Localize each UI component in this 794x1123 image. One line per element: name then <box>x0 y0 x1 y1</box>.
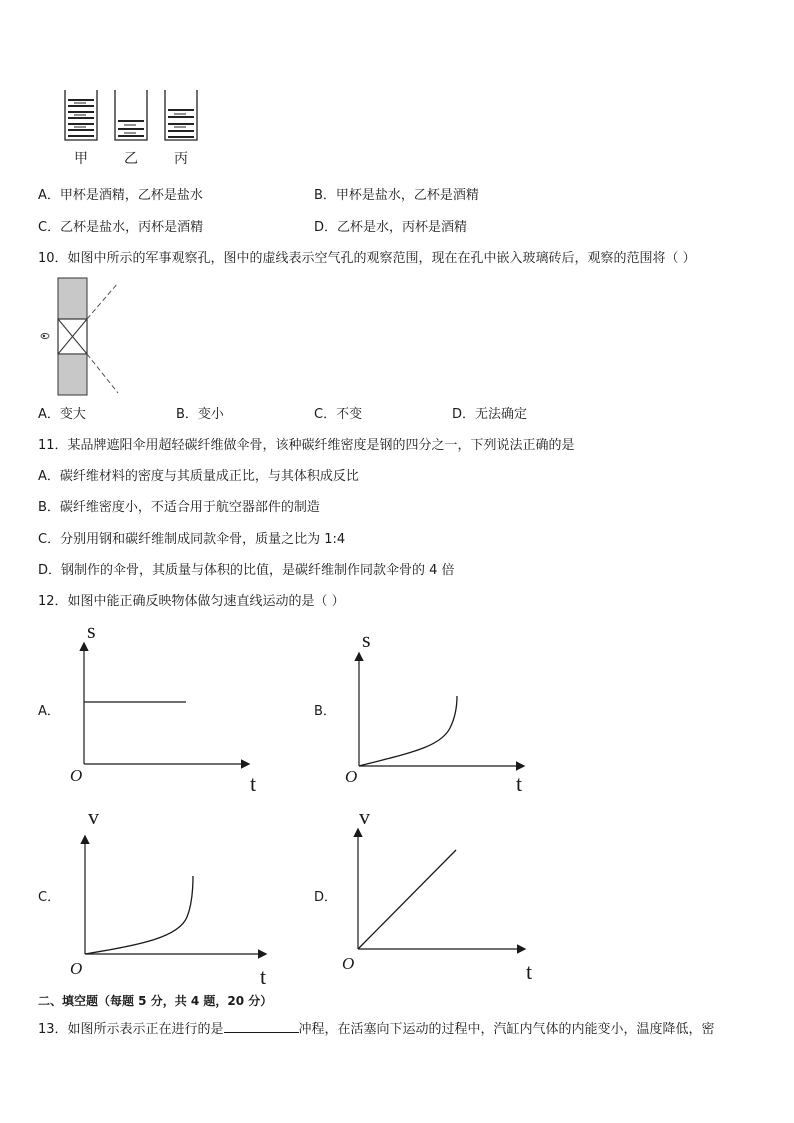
q10-option-d[interactable]: D．无法确定 <box>452 407 528 422</box>
q11-option-d[interactable]: D．钢制作的伞骨，其质量与体积的比值，是碳纤维制作同款伞骨的 4 倍 <box>38 563 455 578</box>
wall-lower <box>58 354 87 395</box>
view-range-dashed-lines <box>87 283 118 393</box>
q10-option-a[interactable]: A．变大 <box>38 407 86 422</box>
cup-label-yi: 乙 <box>124 151 138 167</box>
graph-c-x-label: t <box>260 964 267 989</box>
cup-label-bing: 丙 <box>174 151 188 167</box>
graph-c-curve <box>85 876 193 954</box>
eye-icon <box>41 334 49 339</box>
q13-stem-after: 冲程，在活塞向下运动的过程中，汽缸内气体的内能变小，温度降低，密 <box>298 1022 715 1037</box>
graph-c-origin: O <box>70 959 83 978</box>
graph-c-option-label[interactable]: C． <box>38 890 61 905</box>
graph-c <box>71 833 271 963</box>
graph-d-curve <box>358 850 456 949</box>
graph-b-origin: O <box>345 767 358 786</box>
graph-b-curve <box>359 696 457 766</box>
graph-c-y-label: v <box>88 804 99 829</box>
q10-option-c[interactable]: C．不变 <box>314 407 363 422</box>
graph-b <box>345 650 545 780</box>
cup-bing <box>165 90 197 140</box>
q9-option-c[interactable]: C．乙杯是盐水，丙杯是酒精 <box>38 220 204 235</box>
q10-stem: 10．如图中所示的军事观察孔，图中的虚线表示空气孔的观察范围，现在在孔中嵌入玻璃砖后，观察的范围将（ ） <box>38 251 696 266</box>
section-heading: 二、填空题（每题 5 分，共 4 题，20 分） <box>38 994 273 1008</box>
q11-stem: 11．某品牌遮阳伞用超轻碳纤维做伞骨，该种碳纤维密度是钢的四分之一，下列说法正确的是 <box>38 438 575 453</box>
graph-a-x-label: t <box>250 771 257 796</box>
q9-cups-figure <box>60 88 210 148</box>
wall-upper <box>58 278 87 319</box>
graph-b-y-label: s <box>362 627 371 652</box>
graph-a <box>70 640 270 780</box>
q13-blank[interactable] <box>224 1020 299 1033</box>
graph-d-origin: O <box>342 954 355 973</box>
q9-option-a[interactable]: A．甲杯是酒精，乙杯是盐水 <box>38 188 203 203</box>
q12-stem: 12．如图中能正确反映物体做匀速直线运动的是（ ） <box>38 594 345 609</box>
q13-stem <box>38 1020 715 1038</box>
graph-d-option-label[interactable]: D． <box>314 890 338 905</box>
graph-d <box>344 826 544 956</box>
cup-yi <box>115 90 147 140</box>
q9-option-d[interactable]: D．乙杯是水，丙杯是酒精 <box>314 220 468 235</box>
q9-option-b[interactable]: B．甲杯是盐水，乙杯是酒精 <box>314 188 479 203</box>
q10-option-b[interactable]: B．变小 <box>176 407 224 422</box>
cup-label-jia: 甲 <box>74 151 88 167</box>
graph-b-x-label: t <box>516 771 523 796</box>
q11-option-b[interactable]: B．碳纤维密度小，不适合用于航空器部件的制造 <box>38 500 320 515</box>
q10-observation-hole-figure <box>38 275 128 400</box>
q11-option-c[interactable]: C．分别用钢和碳纤维制成同款伞骨，质量之比为 1:4 <box>38 532 346 547</box>
q13-stem-before: 13．如图所示表示正在进行的是 <box>38 1022 224 1037</box>
graph-a-y-label: s <box>87 618 96 643</box>
graph-d-x-label: t <box>526 959 533 984</box>
cup-jia <box>65 90 97 140</box>
graph-d-y-label: v <box>359 804 370 829</box>
graph-b-option-label[interactable]: B． <box>314 704 336 719</box>
q11-option-a[interactable]: A．碳纤维材料的密度与其质量成正比，与其体积成反比 <box>38 469 359 484</box>
graph-a-origin: O <box>70 766 83 785</box>
graph-a-option-label[interactable]: A． <box>38 704 60 719</box>
